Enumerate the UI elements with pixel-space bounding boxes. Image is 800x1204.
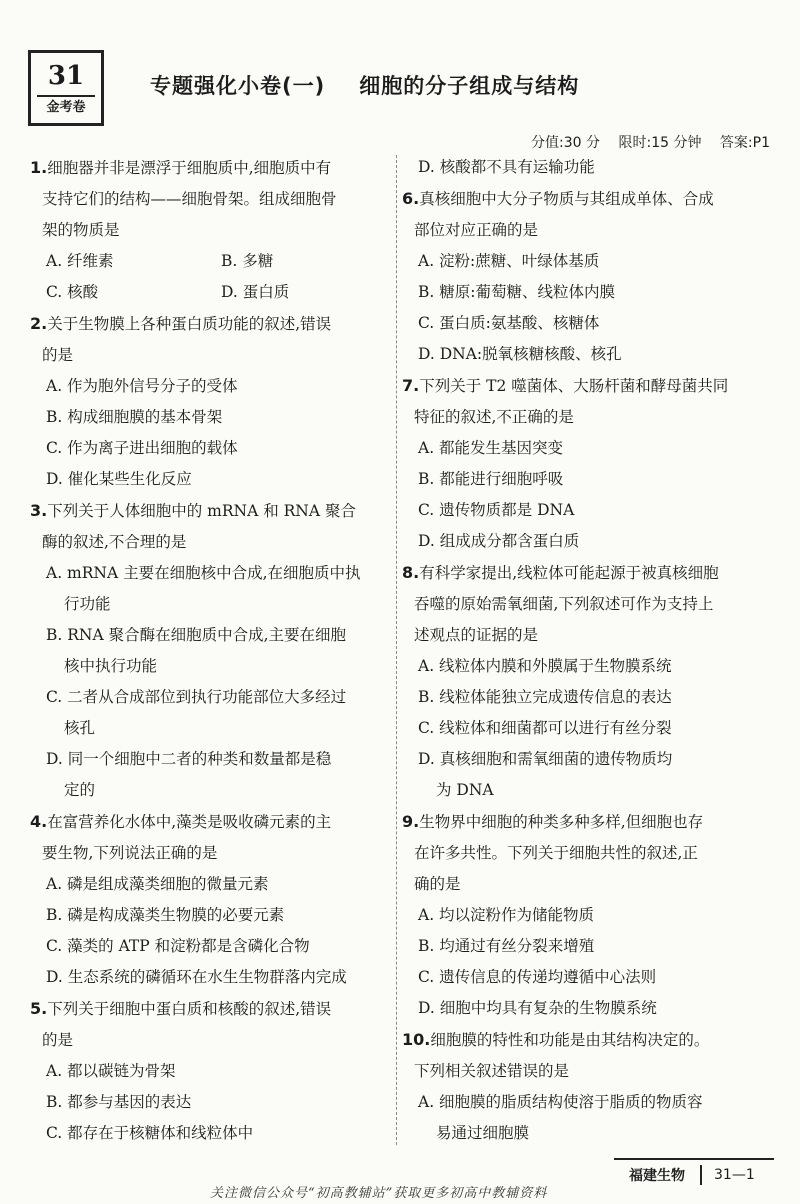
question-stem: 3.下列关于人体细胞中的 mRNA 和 RNA 聚合 酶的叙述,不合理的是 — [30, 501, 356, 551]
option-c: C. 都存在于核糖体和线粒体中 — [46, 1124, 254, 1142]
option-b: B. 都能进行细胞呼吸 — [418, 470, 564, 488]
option-a: A. mRNA 主要在细胞核中合成,在细胞质中执 行功能 — [46, 564, 361, 613]
option-a: A. 都能发生基因突变 — [418, 439, 564, 457]
footer-note: 关注微信公众号“初高教辅站”获取更多初高中教辅资料 — [210, 1186, 548, 1201]
title-main: 专题强化小卷(一) — [150, 74, 326, 98]
question-5 — [30, 993, 400, 1149]
exam-meta — [517, 132, 770, 152]
option-d: D. 生态系统的磷循环在水生生物群落内完成 — [46, 968, 347, 986]
option-c: C. 核酸 — [46, 283, 99, 301]
score-info: 分值:30 分 — [531, 135, 601, 151]
question-stem: 6.真核细胞中大分子物质与其组成单体、合成 部位对应正确的是 — [402, 189, 714, 239]
option-b: B. 磷是构成藻类生物膜的必要元素 — [46, 906, 285, 924]
brand-label: 金考卷 — [37, 95, 95, 117]
option-d: D. 催化某些生化反应 — [46, 470, 192, 488]
question-number: 9. — [402, 812, 420, 831]
question-stem: 2.关于生物膜上各种蛋白质功能的叙述,错误 的是 — [30, 314, 332, 364]
question-7 — [402, 370, 772, 557]
option-a: A. 线粒体内膜和外膜属于生物膜系统 — [418, 657, 672, 675]
option-a: A. 作为胞外信号分子的受体 — [46, 377, 238, 395]
question-10 — [402, 1024, 772, 1149]
option-b: B. 糖原:葡萄糖、线粒体内膜 — [418, 283, 615, 301]
option-c: C. 线粒体和细菌都可以进行有丝分裂 — [418, 719, 672, 737]
option-c: C. 遗传信息的传递均遵循中心法则 — [418, 968, 657, 986]
option-a: A. 细胞膜的脂质结构使溶于脂质的物质容 易通过细胞膜 — [418, 1093, 703, 1142]
option-d: D. 核酸都不具有运输功能 — [418, 158, 595, 176]
time-limit: 限时:15 分钟 — [618, 135, 702, 151]
question-3 — [30, 495, 400, 806]
question-stem: 7.下列关于 T2 噬菌体、大肠杆菌和酵母菌共同 特征的叙述,不正确的是 — [402, 376, 729, 426]
question-stem: 1.细胞器并非是漂浮于细胞质中,细胞质中有 支持它们的结构——细胞骨架。组成细胞骨 架的物质是 — [30, 158, 337, 239]
question-number: 4. — [30, 812, 48, 831]
page-number: 31—1 — [714, 1167, 755, 1183]
question-stem: 10.细胞膜的特性和功能是由其结构决定的。 下列相关叙述错误的是 — [402, 1030, 710, 1080]
question-number: 6. — [402, 189, 420, 208]
question-5-continued — [402, 152, 772, 183]
answer-page: 答案:P1 — [719, 135, 770, 151]
option-a: A. 均以淀粉作为储能物质 — [418, 906, 595, 924]
option-c: C. 蛋白质:氨基酸、核糖体 — [418, 314, 600, 332]
question-number: 7. — [402, 376, 420, 395]
question-8 — [402, 557, 772, 806]
question-number: 1. — [30, 158, 48, 177]
option-c: C. 遗传物质都是 DNA — [418, 501, 575, 519]
option-d: D. DNA:脱氧核糖核酸、核孔 — [418, 345, 622, 363]
option-b: B. RNA 聚合酶在细胞质中合成,主要在细胞 核中执行功能 — [46, 626, 347, 675]
option-b: B. 线粒体能独立完成遗传信息的表达 — [418, 688, 672, 706]
question-number: 8. — [402, 563, 420, 582]
option-c: C. 藻类的 ATP 和淀粉都是含磷化合物 — [46, 937, 310, 955]
option-a: A. 磷是组成藻类细胞的微量元素 — [46, 875, 269, 893]
option-d: D. 细胞中均具有复杂的生物膜系统 — [418, 999, 657, 1017]
question-4 — [30, 806, 400, 993]
question-number: 5. — [30, 999, 48, 1018]
left-column — [30, 152, 400, 1162]
question-number: 10. — [402, 1030, 431, 1049]
question-stem: 8.有科学家提出,线粒体可能起源于被真核细胞 吞噬的原始需氧细菌,下列叙述可作为支持上 述观点的证据的是 — [402, 563, 719, 644]
option-b: B. 都参与基因的表达 — [46, 1093, 192, 1111]
question-2 — [30, 308, 400, 495]
page-title — [150, 70, 770, 100]
option-b: B. 构成细胞膜的基本骨架 — [46, 408, 223, 426]
option-d: D. 蛋白质 — [221, 283, 290, 301]
option-c: C. 二者从合成部位到执行功能部位大多经过 核孔 — [46, 688, 347, 737]
title-sub: 细胞的分子组成与结构 — [359, 74, 580, 98]
option-a: A. 都以碳链为骨架 — [46, 1062, 176, 1080]
option-d: D. 同一个细胞中二者的种类和数量都是稳 定的 — [46, 750, 332, 799]
question-9 — [402, 806, 772, 1024]
right-column — [402, 152, 772, 1162]
paper-number-badge — [28, 50, 104, 126]
question-stem: 9.生物界中细胞的种类多种多样,但细胞也存 在许多共性。下列关于细胞共性的叙述,正 确的是 — [402, 812, 704, 893]
paper-number: 31 — [47, 61, 85, 91]
subject-label: 福建生物 — [614, 1165, 702, 1185]
option-a: A. 淀粉:蔗糖、叶绿体基质 — [418, 252, 600, 270]
question-stem: 4.在富营养化水体中,藻类是吸收磷元素的主 要生物,下列说法正确的是 — [30, 812, 332, 862]
question-number: 2. — [30, 314, 48, 333]
option-a: A. 纤维素 — [46, 252, 114, 270]
question-stem: 5.下列关于细胞中蛋白质和核酸的叙述,错误 的是 — [30, 999, 332, 1049]
option-b: B. 多糖 — [221, 252, 274, 270]
option-b: B. 均通过有丝分裂来增殖 — [418, 937, 595, 955]
footer-tag — [614, 1158, 774, 1190]
question-number: 3. — [30, 501, 48, 520]
question-6 — [402, 183, 772, 370]
option-c: C. 作为离子进出细胞的载体 — [46, 439, 238, 457]
question-1 — [30, 152, 400, 308]
option-d: D. 真核细胞和需氧细菌的遗传物质均 为 DNA — [418, 750, 673, 799]
option-d: D. 组成成分都含蛋白质 — [418, 532, 580, 550]
